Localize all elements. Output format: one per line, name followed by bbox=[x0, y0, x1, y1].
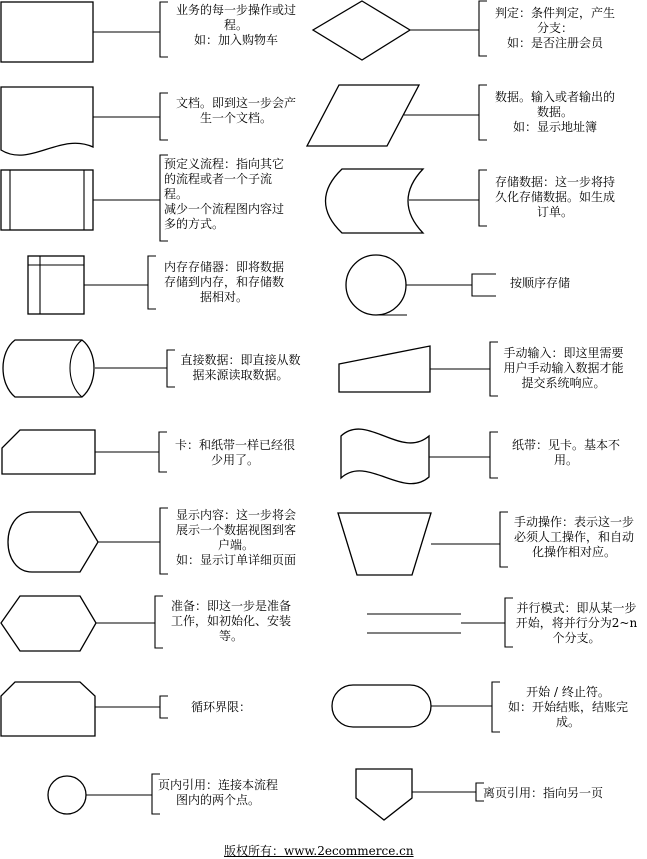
process-shape bbox=[1, 2, 93, 62]
sequential-access-label: 按顺序存储 bbox=[510, 276, 571, 290]
terminator-shape bbox=[332, 685, 431, 727]
on-page-connector-label: 页内引用：连接本流程 图内的两个点。 bbox=[157, 778, 278, 807]
decision-shape bbox=[313, 1, 410, 60]
parallel-mode-label: 并行模式：即从某一步 开始，将并行分为2~n 个分支。 bbox=[515, 601, 638, 645]
decision-label: 判定：条件判定，产生 分支： 如：是否注册会员 bbox=[494, 6, 615, 50]
card-shape bbox=[2, 430, 95, 474]
punched-tape-label: 纸带：见卡。基本不 用。 bbox=[511, 438, 620, 467]
terminator-label: 开始 / 终止符。 如：开始结账，结账完 成。 bbox=[507, 685, 628, 729]
direct-data-label: 直接数据：即直接从数 据来源读取数据。 bbox=[180, 353, 301, 382]
direct-data-shape bbox=[3, 340, 94, 397]
data-io-label: 数据。输入或者输出的 数据。 如：显示地址簿 bbox=[494, 90, 615, 134]
off-page-connector-shape bbox=[356, 769, 412, 820]
document-label: 文档。即到这一步会产 生一个文档。 bbox=[175, 96, 296, 125]
process-label: 业务的每一步操作或过 程。 如：加入购物车 bbox=[175, 3, 296, 47]
predefined-process-shape bbox=[1, 170, 93, 230]
manual-operation-label: 手动操作：表示这一步 必须人工操作，和自动 化操作相对应。 bbox=[513, 515, 634, 559]
display-label: 显示内容：这一步将会 展示一个数据视图到客 户端。 如：显示订单详细页面 bbox=[175, 508, 296, 567]
document-shape bbox=[1, 87, 93, 155]
preparation-label: 准备：即这一步是准备 工作，如初始化、安装 等。 bbox=[170, 599, 291, 643]
stored-data-label: 存储数据：这一步将持 久化存储数据。如生成 订单。 bbox=[494, 175, 615, 219]
display-shape bbox=[8, 512, 98, 572]
card-label: 卡：和纸带一样已经很 少用了。 bbox=[174, 438, 295, 467]
predefined-process-label: 预定义流程：指向其它 的流程或者一个子流 程。 减少一个流程图内容过 多的方式。 bbox=[164, 157, 285, 231]
manual-input-shape bbox=[339, 346, 430, 392]
off-page-connector-label: 离页引用：指向另一页 bbox=[483, 786, 604, 800]
stored-data-shape bbox=[326, 169, 424, 233]
sequential-access-shape bbox=[346, 255, 406, 315]
on-page-connector-shape bbox=[48, 776, 86, 814]
loop-limit-shape bbox=[1, 682, 95, 736]
internal-storage-label: 内存存储器：即将数据 存储到内存，和存储数 据相对。 bbox=[163, 260, 284, 304]
preparation-shape bbox=[1, 596, 96, 651]
loop-limit-label: 循环界限： bbox=[190, 700, 251, 714]
manual-operation-shape bbox=[338, 513, 431, 575]
copyright-link[interactable]: 版权所有：www.2ecommerce.cn bbox=[224, 844, 414, 858]
manual-input-label: 手动输入：即这里需要 用户手动输入数据才能 提交系统响应。 bbox=[503, 346, 624, 390]
sequential-access-bracket bbox=[472, 274, 496, 296]
punched-tape-shape bbox=[341, 429, 429, 484]
data-io-shape bbox=[307, 85, 419, 146]
